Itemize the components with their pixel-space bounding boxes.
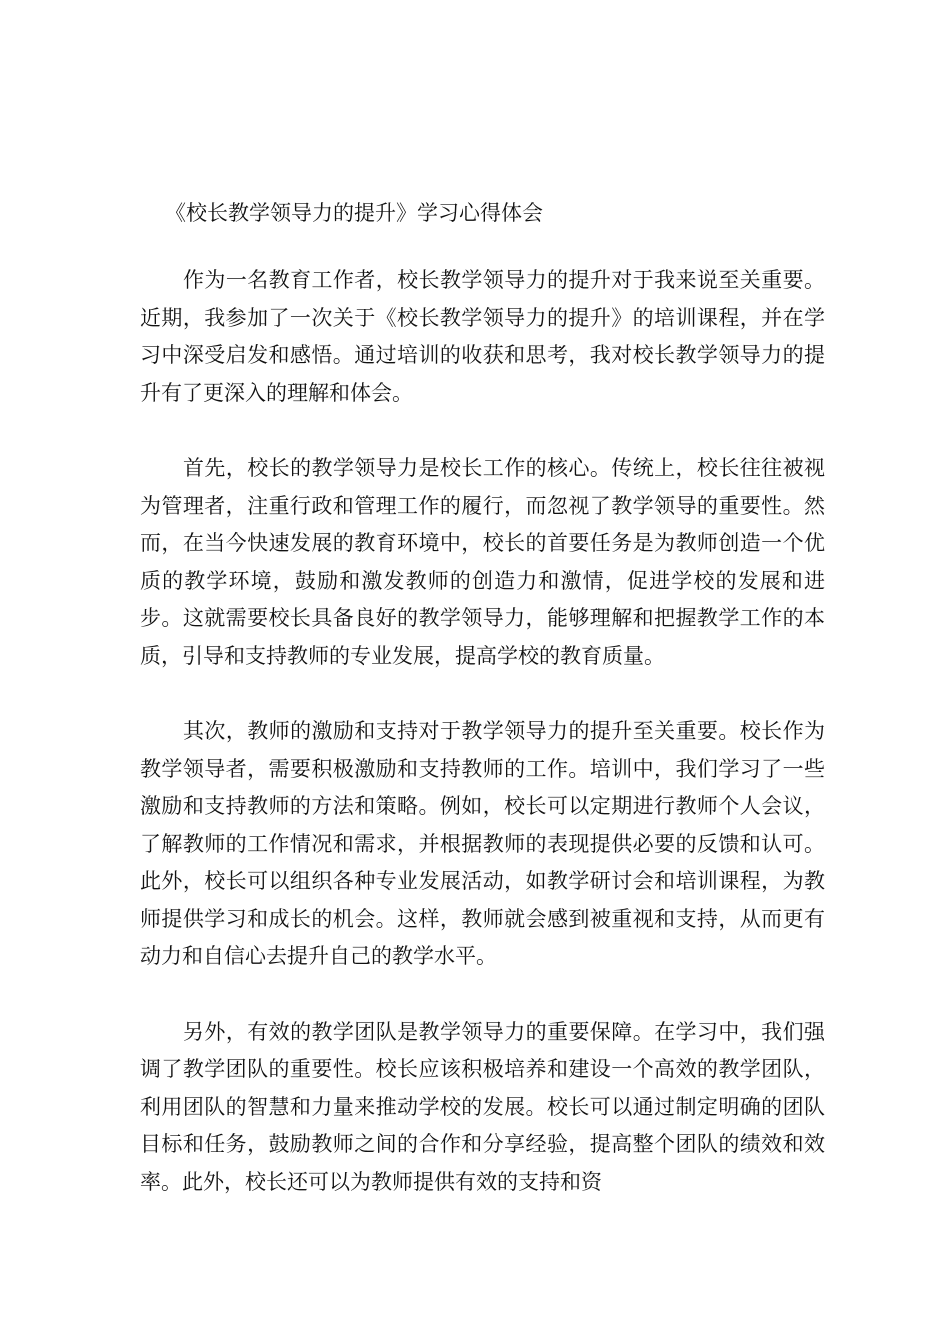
paragraph-third-point: 另外，有效的教学团队是教学领导力的重要保障。在学习中，我们强调了教学团队的重要性。校长应该积极培养和建设一个高效的教学团队，利用团队的智慧和力量来推动学校的发展。校长可以通过制定明确的团队目标和任务，鼓励教师之间的合作和分享经验，提高整个团队的绩效和效率。此外，校长还可以为教师提供有效的支持和资	[140, 1019, 825, 1194]
document-title: 《校长教学领导力的提升》学习心得体会	[165, 201, 543, 225]
paragraph-second-point: 其次，教师的激励和支持对于教学领导力的提升至关重要。校长作为教学领导者，需要积极激励和支持教师的工作。培训中，我们学习了一些激励和支持教师的方法和策略。例如，校长可以定期进行教师个人会议，了解教师的工作情况和需求，并根据教师的表现提供必要的反馈和认可。此外，校长可以组织各种专业发展活动，如教学研讨会和培训课程，为教师提供学习和成长的机会。这样，教师就会感到被重视和支持，从而更有动力和自信心去提升自己的教学水平。	[140, 719, 825, 968]
paragraph-first-point: 首先，校长的教学领导力是校长工作的核心。传统上，校长往往被视为管理者，注重行政和管理工作的履行，而忽视了教学领导的重要性。然而，在当今快速发展的教育环境中，校长的首要任务是为教师创造一个优质的教学环境，鼓励和激发教师的创造力和激情，促进学校的发展和进步。这就需要校长具备良好的教学领导力，能够理解和把握教学工作的本质，引导和支持教师的专业发展，提高学校的教育质量。	[140, 456, 825, 668]
document-body	[140, 262, 825, 1201]
paragraph-intro: 作为一名教育工作者，校长教学领导力的提升对于我来说至关重要。近期，我参加了一次关于《校长教学领导力的提升》的培训课程，并在学习中深受启发和感悟。通过培训的收获和思考，我对校长教学领导力的提升有了更深入的理解和体会。	[140, 268, 825, 405]
